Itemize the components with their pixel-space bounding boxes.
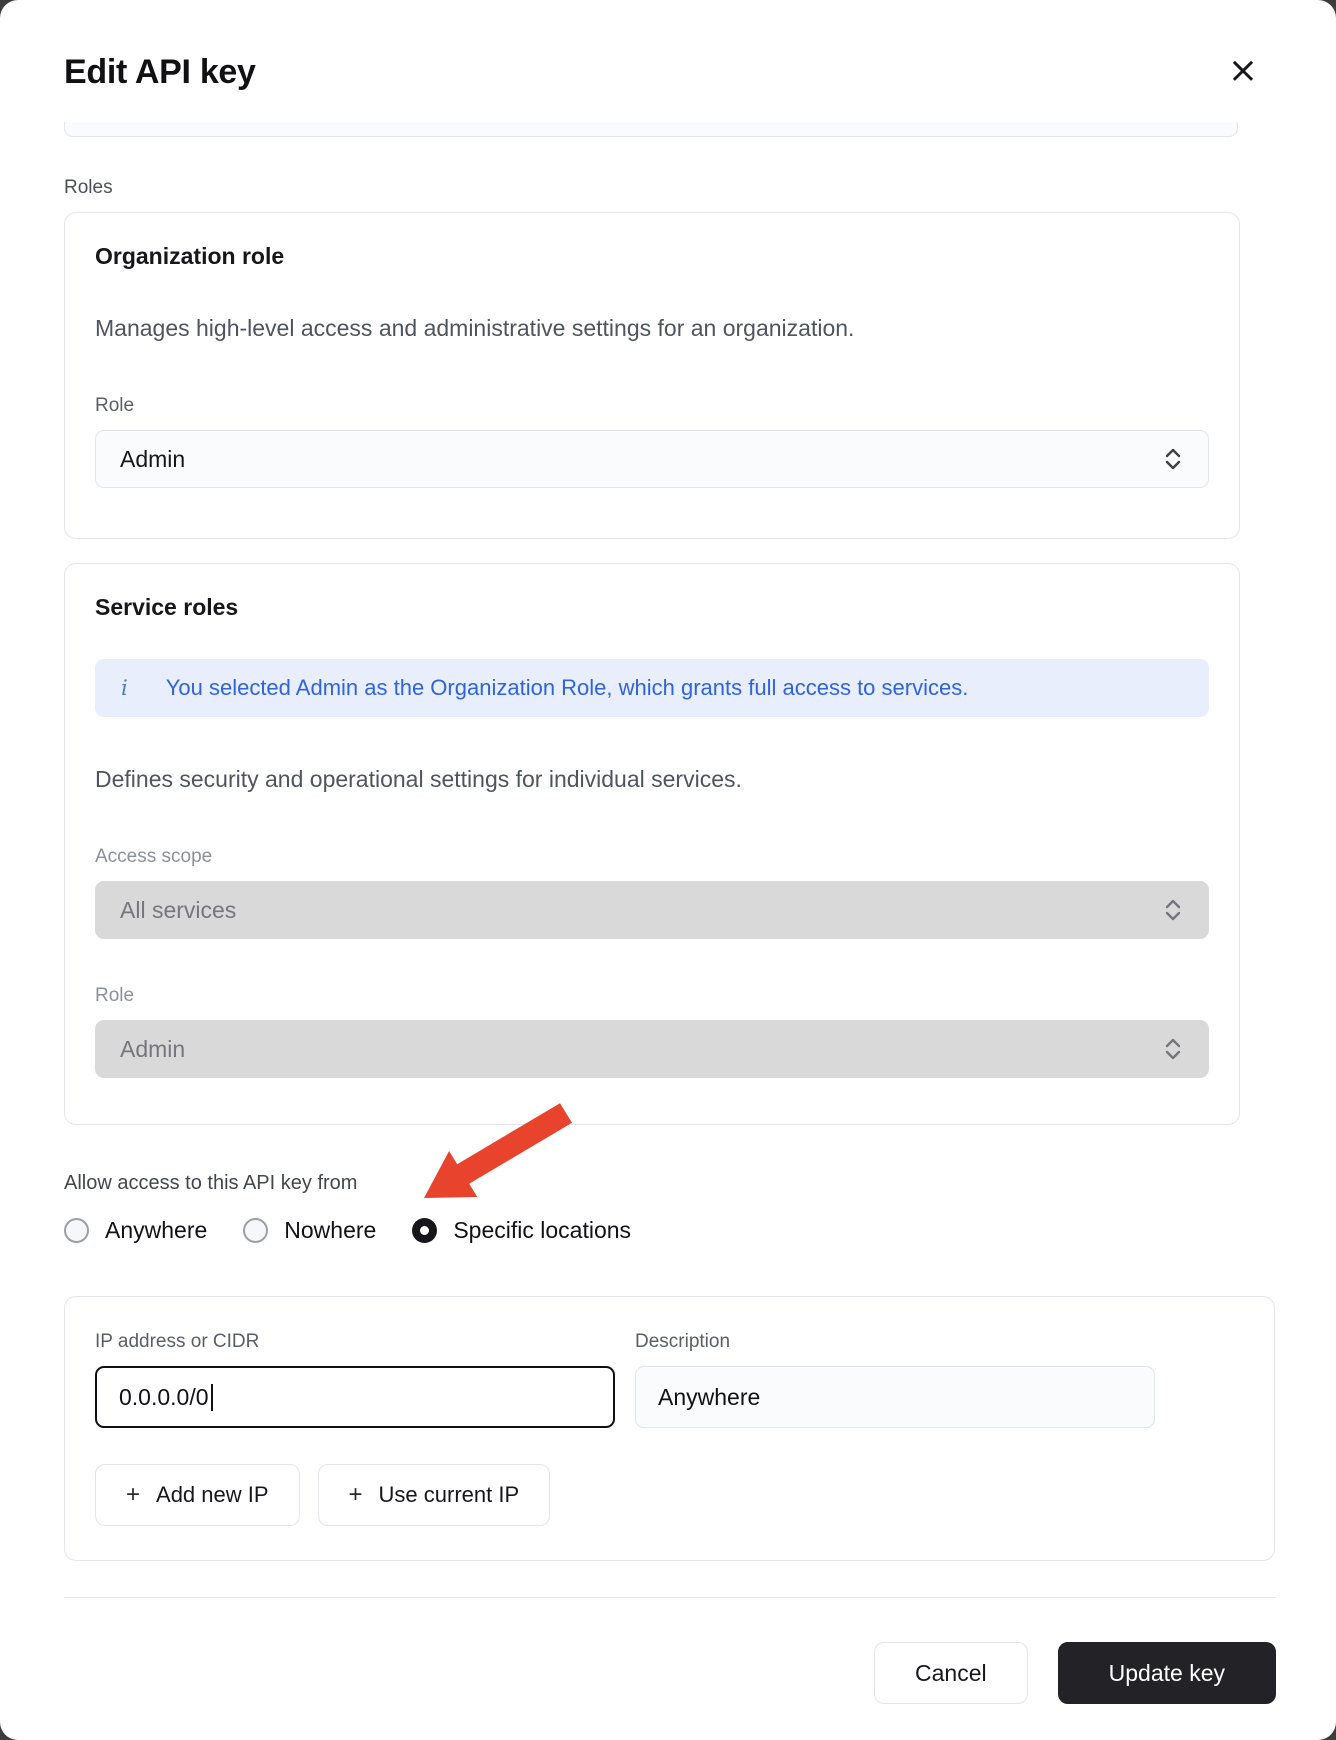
chevron-up-down-icon [1162, 897, 1184, 923]
close-icon[interactable]: × [1227, 50, 1258, 91]
radio-option-label: Nowhere [284, 1217, 377, 1243]
use-current-ip-button[interactable] [318, 1464, 551, 1526]
radio-option-anywhere[interactable] [64, 1217, 207, 1244]
description-value: Anywhere [658, 1383, 761, 1410]
radio-unchecked-icon [243, 1218, 268, 1243]
service-role-select-disabled [95, 1020, 1209, 1078]
organization-role-select[interactable] [95, 430, 1209, 488]
page-title: Edit API key [64, 53, 256, 91]
plus-icon: + [348, 1481, 363, 1508]
plus-icon: + [126, 1481, 141, 1508]
organization-role-label: Role [95, 395, 135, 416]
ip-address-value: 0.0.0.0/0 [119, 1383, 209, 1410]
scrolled-name-input-partial[interactable] [64, 122, 1238, 137]
access-scope-select-value: All services [120, 896, 237, 923]
service-roles-card [64, 563, 1240, 1125]
access-scope-select-disabled [95, 881, 1209, 939]
info-icon: i [121, 676, 128, 700]
description-input[interactable] [635, 1366, 1155, 1428]
description-label: Description [635, 1331, 731, 1352]
footer-divider [64, 1597, 1276, 1598]
organization-role-select-value: Admin [120, 445, 186, 472]
chevron-up-down-icon [1162, 1036, 1184, 1062]
info-banner [95, 659, 1209, 717]
radio-option-nowhere[interactable] [243, 1217, 376, 1244]
radio-option-specific-locations[interactable] [412, 1217, 631, 1244]
service-roles-description: Defines security and operational settings for individual services. [95, 766, 742, 792]
dialog-footer [64, 1642, 1276, 1704]
roles-section-label: Roles [64, 177, 113, 198]
cancel-button[interactable]: Cancel [874, 1642, 1028, 1704]
text-cursor [211, 1384, 213, 1411]
ip-address-input[interactable] [95, 1366, 615, 1428]
ip-locations-card [64, 1296, 1275, 1561]
info-banner-text: You selected Admin as the Organization Role, which grants full access to services. [165, 675, 969, 700]
add-new-ip-label: Add new IP [156, 1482, 269, 1507]
radio-option-label: Specific locations [453, 1217, 632, 1243]
service-roles-title: Service roles [95, 594, 239, 620]
chevron-up-down-icon [1162, 446, 1184, 472]
access-radio-group [64, 1217, 1272, 1244]
service-role-label: Role [95, 985, 135, 1006]
service-role-select-value: Admin [120, 1035, 186, 1062]
organization-role-title: Organization role [95, 243, 285, 269]
dialog-header [64, 0, 1272, 94]
radio-unchecked-icon [64, 1218, 89, 1243]
ip-address-label: IP address or CIDR [95, 1331, 260, 1352]
use-current-ip-label: Use current IP [378, 1482, 520, 1507]
access-scope-label: Access scope [95, 846, 213, 867]
update-key-button[interactable]: Update key [1058, 1642, 1276, 1704]
radio-checked-icon [412, 1218, 437, 1243]
radio-option-label: Anywhere [105, 1217, 208, 1243]
organization-role-description: Manages high-level access and administrative settings for an organization. [95, 315, 855, 341]
allow-access-label: Allow access to this API key from [64, 1172, 358, 1194]
organization-role-card [64, 212, 1240, 539]
add-new-ip-button[interactable] [95, 1464, 300, 1526]
